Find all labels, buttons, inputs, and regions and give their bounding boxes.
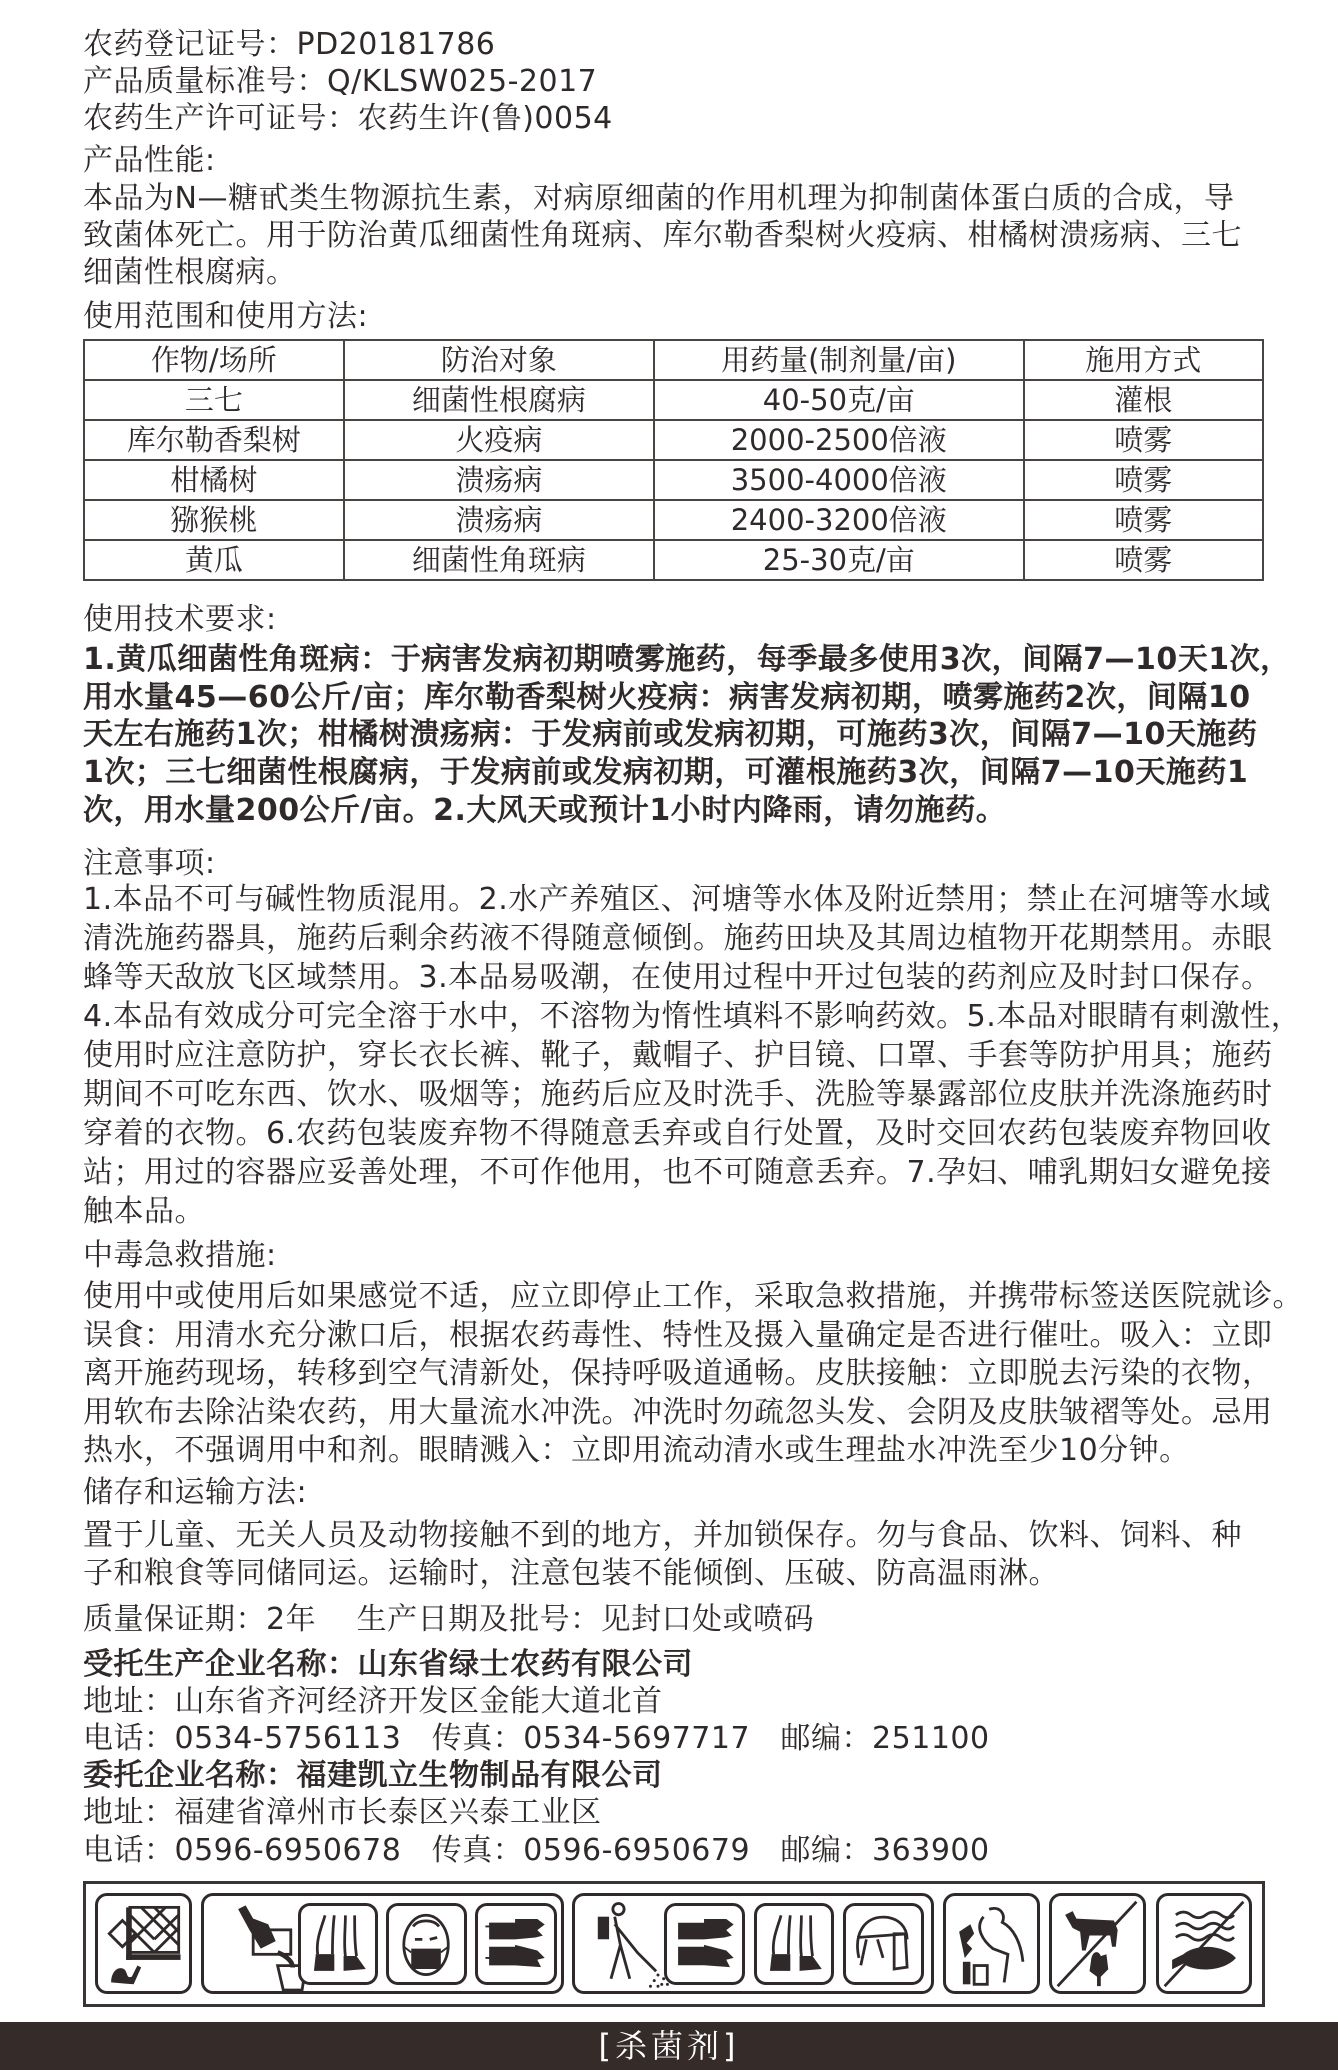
production-license: 农药生产许可证号：农药生许(鲁)0054: [83, 101, 613, 136]
cautions-line: 清洗施药器具，施药后剩余药液不得随意倾倒。施药田块及其周边植物开花期禁用。赤眼: [83, 921, 1273, 956]
client-contact: 电话：0596-6950678 传真：0596-6950679 邮编：363900: [83, 1833, 990, 1868]
wash-after-use-icon: [943, 1893, 1040, 1994]
table-row: [84, 540, 1263, 580]
table-cell: 喷雾: [1024, 420, 1264, 460]
cautions-line: 4.本品有效成分可完全溶于水中，不溶物为惰性填料不影响药效。5.本品对眼睛有刺激性，: [83, 999, 1302, 1034]
technique-line: 1.黄瓜细菌性角斑病：于病害发病初期喷雾施药，每季最多使用3次，间隔7—10天1次，: [83, 642, 1291, 677]
table-cell: 猕猴桃: [84, 500, 344, 540]
manufacturer-name: 受托生产企业名称：山东省绿士农药有限公司: [83, 1647, 693, 1682]
first-aid-line: 误食：用清水充分漱口后，根据农药毒性、特性及摄入量确定是否进行催吐。吸入：立即: [83, 1318, 1273, 1353]
quality-standard: 产品质量标准号：Q/KLSW025-2017: [83, 64, 598, 99]
table-cell: 溃疡病: [344, 460, 654, 500]
cautions-line: 穿着的衣物。6.农药包装废弃物不得随意丢弃或自行处置，及时交回农药包装废弃物回收: [83, 1116, 1272, 1151]
usage-table: [83, 339, 1264, 581]
table-row: [84, 420, 1263, 460]
table-cell: 喷雾: [1024, 540, 1264, 580]
first-aid-line: 离开施药现场，转移到空气清新处，保持呼吸道通畅。皮肤接触：立即脱去污染的衣物，: [83, 1356, 1273, 1391]
first-aid-title: 中毒急救措施:: [83, 1238, 277, 1273]
table-row: [84, 500, 1263, 540]
first-aid-line: 使用中或使用后如果感觉不适，应立即停止工作，采取急救措施，并携带标签送医院就诊。: [83, 1279, 1303, 1314]
table-cell: 柑橘树: [84, 460, 344, 500]
cautions-line: 使用时应注意防护，穿长衣长裤、靴子，戴帽子、护目镜、口罩、手套等防护用具；施药: [83, 1038, 1273, 1073]
column-header: 用药量(制剂量/亩): [654, 340, 1023, 380]
performance-line: 致菌体死亡。用于防治黄瓜细菌性角斑病、库尔勒香梨树火疫病、柑橘树溃疡病、三七: [83, 218, 1242, 253]
locked-storage-icon: [95, 1893, 192, 1994]
client-name: 委托企业名称：福建凯立生物制品有限公司: [83, 1758, 663, 1793]
fish-danger-icon: [1156, 1893, 1252, 1994]
column-header: 作物/场所: [84, 340, 344, 380]
technique-line: 用水量45—60公斤/亩；库尔勒香梨树火疫病：病害发病初期，喷雾施药2次，间隔10: [83, 680, 1251, 715]
manufacturer-contact: 电话：0534-5756113 传真：0534-5697717 邮编：251100: [83, 1721, 990, 1756]
first-aid-line: 热水，不强调用中和剂。眼睛溅入：立即用流动清水或生理盐水冲洗至少10分钟。: [83, 1433, 1190, 1468]
table-cell: 3500-4000倍液: [654, 460, 1023, 500]
registration-number: 农药登记证号：PD20181786: [83, 27, 496, 62]
shelf-life: 质量保证期：2年 生产日期及批号：见封口处或喷码: [83, 1602, 815, 1637]
cautions-line: 蜂等天敌放飞区域禁用。3.本品易吸潮，在使用过程中开过包装的药剂应及时封口保存。: [83, 960, 1272, 995]
performance-line: 细菌性根腐病。: [83, 255, 297, 290]
livestock-danger-icon: [1049, 1893, 1146, 1994]
cautions-title: 注意事项:: [83, 846, 216, 881]
column-header: 施用方式: [1024, 340, 1264, 380]
table-row: [84, 380, 1263, 420]
cautions-line: 期间不可吃东西、饮水、吸烟等；施药后应及时洗手、洗脸等暴露部位皮肤并洗涤施药时: [83, 1077, 1273, 1112]
cautions-line: 触本品。: [83, 1194, 205, 1229]
table-cell: 40-50克/亩: [654, 380, 1023, 420]
table-cell: 黄瓜: [84, 540, 344, 580]
technique-title: 使用技术要求:: [83, 602, 277, 637]
cautions-line: 1.本品不可与碱性物质混用。2.水产养殖区、河塘等水体及附近禁用；禁止在河塘等水域: [83, 882, 1271, 917]
performance-line: 本品为N—糖甙类生物源抗生素，对病原细菌的作用机理为抑制菌体蛋白质的合成，导: [83, 181, 1235, 216]
table-cell: 喷雾: [1024, 460, 1264, 500]
manufacturer-address: 地址：山东省齐河经济开发区金能大道北首: [83, 1684, 663, 1719]
first-aid-line: 用软布去除沾染农药，用大量流水冲洗。冲洗时勿疏忽头发、会阴及皮肤皱褶等处。忌用: [83, 1395, 1273, 1430]
category-label: [杀菌剂]: [598, 2027, 740, 2065]
table-cell: 细菌性根腐病: [344, 380, 654, 420]
boots-icon: [298, 1903, 378, 1985]
storage-line: 置于儿童、无关人员及动物接触不到的地方，并加锁保存。勿与食品、饮料、饲料、种: [83, 1518, 1242, 1553]
technique-line: 天左右施药1次；柑橘树溃疡病：于发病前或发病初期，可施药3次，间隔7—10天施药: [83, 717, 1258, 752]
face-mask-icon: [386, 1903, 467, 1985]
table-row: [84, 460, 1263, 500]
table-cell: 库尔勒香梨树: [84, 420, 344, 460]
face-shield-icon: [843, 1903, 924, 1985]
table-cell: 2000-2500倍液: [654, 420, 1023, 460]
table-cell: 细菌性角斑病: [344, 540, 654, 580]
table-cell: 三七: [84, 380, 344, 420]
cautions-line: 站；用过的容器应妥善处理，不可作他用，也不可随意丢弃。7.孕妇、哺乳期妇女避免接: [83, 1155, 1272, 1190]
table-cell: 25-30克/亩: [654, 540, 1023, 580]
client-address: 地址：福建省漳州市长泰区兴泰工业区: [83, 1795, 602, 1830]
usage-title: 使用范围和使用方法:: [83, 299, 369, 334]
storage-title: 储存和运输方法:: [83, 1475, 308, 1510]
gloves-icon: [664, 1903, 745, 1985]
technique-line: 次，用水量200公斤/亩。2.大风天或预计1小时内降雨，请勿施药。: [83, 793, 1007, 828]
performance-title: 产品性能:: [83, 143, 216, 178]
technique-line: 1次；三七细菌性根腐病，于发病前或发病初期，可灌根施药3次，间隔7—10天施药1: [83, 755, 1249, 790]
category-banner: [0, 2022, 1338, 2070]
table-header-row: [84, 340, 1263, 380]
table-cell: 2400-3200倍液: [654, 500, 1023, 540]
table-cell: 灌根: [1024, 380, 1264, 420]
table-cell: 溃疡病: [344, 500, 654, 540]
table-cell: 喷雾: [1024, 500, 1264, 540]
boots-icon: [754, 1903, 834, 1985]
storage-line: 子和粮食等同储同运。运输时，注意包装不能倾倒、压破、防高温雨淋。: [83, 1556, 1059, 1591]
table-cell: 火疫病: [344, 420, 654, 460]
column-header: 防治对象: [344, 340, 654, 380]
gloves-icon: [475, 1903, 557, 1985]
